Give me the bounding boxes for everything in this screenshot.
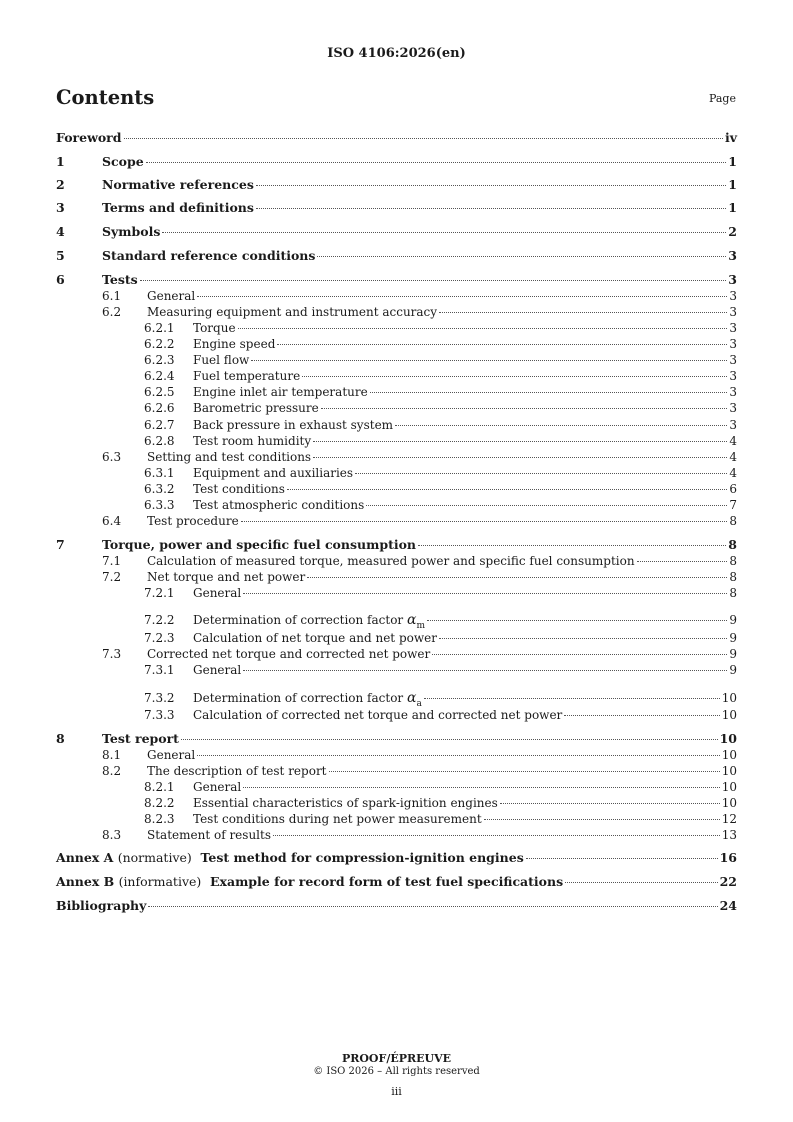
toc-page-number: 4 xyxy=(729,466,737,480)
toc-entry-6-3[interactable] xyxy=(0,449,793,465)
leader-dots xyxy=(564,714,719,716)
toc-number: 1 xyxy=(56,154,65,169)
toc-entry-6-2-4[interactable] xyxy=(0,368,793,384)
toc-entry-text: Essential characteristics of spark-ignition engines xyxy=(193,796,498,810)
toc-page-number: 3 xyxy=(729,337,737,351)
toc-entry-7-3-1[interactable] xyxy=(0,662,793,678)
leader-dots xyxy=(432,653,727,655)
toc-number: 7.1 xyxy=(102,554,122,568)
toc-entry-annex-a[interactable] xyxy=(0,850,793,866)
toc-number: 6.2.8 xyxy=(144,434,175,448)
toc-entry-6-2-5[interactable] xyxy=(0,384,793,400)
toc-number: 6.3 xyxy=(102,450,122,464)
toc-entry-text: Test atmospheric conditions xyxy=(193,498,365,512)
toc-number: 6.3.3 xyxy=(144,498,175,512)
toc-entry-text: Test conditions xyxy=(193,482,285,496)
toc-entry-text: Test method for compression-ignition engines xyxy=(200,850,524,865)
toc-number: 7 xyxy=(56,537,65,552)
toc-number: 6.2.3 xyxy=(144,353,175,367)
toc-page-number: 10 xyxy=(721,748,737,762)
leader-dots xyxy=(395,424,727,426)
leader-dots xyxy=(526,857,718,859)
toc-entry-6-4[interactable] xyxy=(0,513,793,529)
toc-page-number: 3 xyxy=(729,418,737,432)
toc-number: 5 xyxy=(56,248,65,263)
toc-entry-text: Determination of correction factor xyxy=(193,613,404,627)
leader-dots xyxy=(439,311,727,313)
toc-entry-bibliography[interactable] xyxy=(0,898,793,914)
document-id-header: ISO 4106:2026(en) xyxy=(327,46,466,61)
leader-dots xyxy=(317,255,726,257)
toc-number: 8.3 xyxy=(102,828,122,842)
toc-number: 2 xyxy=(56,177,65,192)
toc-entry-7-3-2[interactable] xyxy=(0,690,793,709)
leader-dots xyxy=(302,375,727,377)
toc-number: 6.2.4 xyxy=(144,369,175,383)
toc-number: 8.1 xyxy=(102,748,122,762)
toc-number: 8.2.2 xyxy=(144,796,175,810)
toc-entry-text: Fuel temperature xyxy=(193,369,301,383)
leader-dots xyxy=(197,295,727,297)
leader-dots xyxy=(366,504,727,506)
toc-entry-6-2-7[interactable] xyxy=(0,417,793,433)
toc-entry-3[interactable] xyxy=(0,200,793,216)
toc-page-number: 6 xyxy=(729,482,737,496)
toc-page-number: 3 xyxy=(729,321,737,335)
toc-page-number: 4 xyxy=(729,434,737,448)
toc-number: 6.2.5 xyxy=(144,385,175,399)
toc-entry-text: Test report xyxy=(102,731,179,746)
leader-dots xyxy=(140,279,727,281)
toc-page-number: 3 xyxy=(729,401,737,415)
leader-dots xyxy=(565,881,717,883)
toc-page-number: 1 xyxy=(728,200,737,215)
toc-entry-8-3[interactable] xyxy=(0,827,793,843)
leader-dots xyxy=(162,231,726,233)
leader-dots xyxy=(439,637,727,639)
toc-number: 7.2.3 xyxy=(144,631,175,645)
toc-entry-6[interactable] xyxy=(0,272,793,288)
toc-entry-8-1[interactable] xyxy=(0,747,793,763)
toc-entry-text: Engine inlet air temperature xyxy=(193,385,368,399)
toc-entry-7-2-3[interactable] xyxy=(0,630,793,646)
toc-number: 7.2.1 xyxy=(144,586,175,600)
toc-entry-text: Tests xyxy=(102,272,138,287)
leader-dots xyxy=(287,488,727,490)
toc-entry-6-1[interactable] xyxy=(0,288,793,304)
toc-entry-7-3-3[interactable] xyxy=(0,707,793,723)
toc-page-number: 10 xyxy=(721,708,737,722)
toc-page-number: 3 xyxy=(729,289,737,303)
leader-dots xyxy=(313,456,727,458)
toc-page-number: 3 xyxy=(729,353,737,367)
annex-label: Annex A xyxy=(56,850,114,865)
leader-dots xyxy=(124,137,723,139)
toc-page-number: 3 xyxy=(729,305,737,319)
toc-entry-1[interactable] xyxy=(0,154,793,170)
leader-dots xyxy=(307,576,727,578)
leader-dots xyxy=(329,770,720,772)
toc-page-number: 8 xyxy=(729,586,737,600)
toc-entry-text: Test conditions during net power measurement xyxy=(193,812,482,826)
toc-number: 6.2.7 xyxy=(144,418,175,432)
toc-page-number: 3 xyxy=(728,272,737,287)
toc-entry-text: Statement of results xyxy=(147,828,271,842)
toc-entry-8-2-2[interactable] xyxy=(0,795,793,811)
toc-page-number: 2 xyxy=(728,224,737,239)
toc-page-number: 4 xyxy=(729,450,737,464)
leader-dots xyxy=(427,619,727,621)
toc-number: 6.2 xyxy=(102,305,122,319)
toc-entry-text: Setting and test conditions xyxy=(147,450,312,464)
toc-entry-text: Determination of correction factor xyxy=(193,691,404,705)
toc-entry-text: General xyxy=(193,663,242,677)
leader-dots xyxy=(273,834,720,836)
toc-entry-text: Symbols xyxy=(102,224,161,239)
toc-entry-text: General xyxy=(147,289,196,303)
toc-entry-text: Calculation of corrected net torque and corrected net power xyxy=(193,708,563,722)
annex-kind: (normative) xyxy=(117,850,192,865)
leader-dots xyxy=(256,207,726,209)
toc-entry-text: Engine speed xyxy=(193,337,276,351)
toc-page-number: 7 xyxy=(729,498,737,512)
leader-dots xyxy=(370,391,728,393)
toc-page-number: 12 xyxy=(721,812,737,826)
leader-dots xyxy=(484,818,720,820)
toc-entry-6-2-3[interactable] xyxy=(0,352,793,368)
toc-number: 6.2.2 xyxy=(144,337,175,351)
leader-dots xyxy=(355,472,727,474)
toc-entry-text: General xyxy=(193,780,242,794)
toc-entry-7[interactable] xyxy=(0,537,793,553)
toc-number: 6.2.6 xyxy=(144,401,175,415)
toc-entry-text: Net torque and net power xyxy=(147,570,306,584)
toc-number: 7.3.2 xyxy=(144,691,175,705)
toc-entry-6-3-2[interactable] xyxy=(0,481,793,497)
contents-title: Contents xyxy=(56,86,155,109)
leader-dots xyxy=(313,440,727,442)
toc-entry-text: Equipment and auxiliaries xyxy=(193,466,354,480)
toc-entry-text: General xyxy=(193,586,242,600)
toc-entry-2[interactable] xyxy=(0,177,793,193)
toc-page-number: 3 xyxy=(729,385,737,399)
leader-dots xyxy=(146,161,727,163)
page-number: iii xyxy=(391,1085,402,1098)
toc-number: 6.2.1 xyxy=(144,321,175,335)
toc-page-number: 8 xyxy=(729,570,737,584)
toc-page-number: 9 xyxy=(729,663,737,677)
toc-entry-8-2-3[interactable] xyxy=(0,811,793,827)
page-column-label: Page xyxy=(708,92,736,105)
toc-entry-6-2[interactable] xyxy=(0,304,793,320)
alpha-a-symbol: $\alpha_a$ xyxy=(407,690,422,709)
toc-entry-text: Bibliography xyxy=(56,898,147,913)
toc-page-number: 13 xyxy=(721,828,737,842)
leader-dots xyxy=(181,738,718,740)
toc-page-number: 16 xyxy=(719,850,737,865)
toc-entry-text: Normative references xyxy=(102,177,254,192)
toc-entry-6-3-1[interactable] xyxy=(0,465,793,481)
toc-entry-text: Torque, power and specific fuel consumption xyxy=(102,537,417,552)
toc-entry-4[interactable] xyxy=(0,224,793,240)
toc-entry-7-2-2[interactable] xyxy=(0,612,793,631)
toc-entry-6-2-8[interactable] xyxy=(0,433,793,449)
toc-entry-text: Measuring equipment and instrument accuracy xyxy=(147,305,438,319)
toc-entry-annex-b[interactable] xyxy=(0,874,793,890)
toc-entry-8-2[interactable] xyxy=(0,763,793,779)
toc-page-number: 3 xyxy=(729,369,737,383)
toc-number: 8.2 xyxy=(102,764,122,778)
leader-dots xyxy=(148,905,717,907)
toc-page-number: 8 xyxy=(729,514,737,528)
toc-number: 6.4 xyxy=(102,514,122,528)
leader-dots xyxy=(251,359,727,361)
toc-entry-7-2[interactable] xyxy=(0,569,793,585)
toc-entry-text: Corrected net torque and corrected net power xyxy=(147,647,431,661)
toc-entry-7-2-1[interactable] xyxy=(0,585,793,601)
toc-entry-text: Barometric pressure xyxy=(193,401,319,415)
toc-page-number: 3 xyxy=(728,248,737,263)
toc-page-number: 9 xyxy=(729,647,737,661)
leader-dots xyxy=(243,669,727,671)
leader-dots xyxy=(637,560,728,562)
toc-entry-8[interactable] xyxy=(0,731,793,747)
leader-dots xyxy=(243,592,727,594)
leader-dots xyxy=(321,407,728,409)
toc-page-number: 1 xyxy=(728,154,737,169)
toc-entry-6-3-3[interactable] xyxy=(0,497,793,513)
toc-number: 8.2.1 xyxy=(144,780,175,794)
toc-number: 7.3.1 xyxy=(144,663,175,677)
toc-entry-text: Standard reference conditions xyxy=(102,248,316,263)
toc-page-number: 10 xyxy=(719,731,737,746)
leader-dots xyxy=(418,544,726,546)
toc-entry-text: Back pressure in exhaust system xyxy=(193,418,394,432)
leader-dots xyxy=(277,343,727,345)
toc-page-number: 9 xyxy=(729,613,737,627)
toc-page-number: 22 xyxy=(719,874,737,889)
toc-page-number: 8 xyxy=(728,537,737,552)
toc-number: 8.2.3 xyxy=(144,812,175,826)
toc-entry-text: Terms and definitions xyxy=(102,200,254,215)
toc-entry-8-2-1[interactable] xyxy=(0,779,793,795)
toc-page-number: iv xyxy=(724,130,737,145)
leader-dots xyxy=(241,520,728,522)
toc-entry-text: Scope xyxy=(102,154,144,169)
toc-number: 7.2.2 xyxy=(144,613,175,627)
toc-page-number: 10 xyxy=(721,780,737,794)
toc-entry-text: Torque xyxy=(193,321,236,335)
toc-entry-5[interactable] xyxy=(0,248,793,264)
toc-number: 7.3 xyxy=(102,647,122,661)
toc-entry-text: Foreword xyxy=(56,130,122,145)
toc-number: 4 xyxy=(56,224,65,239)
annex-label: Annex B xyxy=(56,874,115,889)
toc-number: 6.1 xyxy=(102,289,122,303)
toc-number: 7.3.3 xyxy=(144,708,175,722)
toc-entry-7-3[interactable] xyxy=(0,646,793,662)
toc-page-number: 10 xyxy=(721,796,737,810)
copyright-notice: © ISO 2026 – All rights reserved xyxy=(313,1066,480,1077)
toc-number: 6.3.1 xyxy=(144,466,175,480)
toc-number: 6 xyxy=(56,272,65,287)
toc-entry-text: Test room humidity xyxy=(193,434,312,448)
toc-entry-foreword[interactable] xyxy=(0,130,793,146)
leader-dots xyxy=(238,327,728,329)
alpha-m-symbol: $\alpha_m$ xyxy=(407,612,426,631)
leader-dots xyxy=(424,697,720,699)
toc-entry-7-1[interactable] xyxy=(0,553,793,569)
toc-entry-text: The description of test report xyxy=(147,764,327,778)
toc-entry-text: Test procedure xyxy=(147,514,239,528)
toc-page-number: 24 xyxy=(719,898,737,913)
leader-dots xyxy=(500,802,720,804)
toc-page-number: 1 xyxy=(728,177,737,192)
toc-page-number: 10 xyxy=(721,691,737,705)
toc-entry-text: Fuel flow xyxy=(193,353,250,367)
toc-page-number: 9 xyxy=(729,631,737,645)
toc-entry-6-2-6[interactable] xyxy=(0,400,793,416)
toc-entry-text: General xyxy=(147,748,196,762)
toc-number: 7.2 xyxy=(102,570,122,584)
toc-number: 8 xyxy=(56,731,65,746)
toc-entry-text: Calculation of net torque and net power xyxy=(193,631,437,645)
leader-dots xyxy=(243,786,719,788)
toc-entry-text: Calculation of measured torque, measured power and specific fuel consumption xyxy=(147,554,635,568)
toc-entry-6-2-1[interactable] xyxy=(0,320,793,336)
toc-number: 3 xyxy=(56,200,65,215)
toc-entry-6-2-2[interactable] xyxy=(0,336,793,352)
leader-dots xyxy=(197,754,719,756)
toc-page-number: 10 xyxy=(721,764,737,778)
proof-label: PROOF/ÉPREUVE xyxy=(341,1052,452,1065)
toc-entry-text: Example for record form of test fuel specifications xyxy=(210,874,564,889)
annex-kind: (informative) xyxy=(118,874,202,889)
toc-page-number: 8 xyxy=(729,554,737,568)
toc-number: 6.3.2 xyxy=(144,482,175,496)
leader-dots xyxy=(256,184,726,186)
